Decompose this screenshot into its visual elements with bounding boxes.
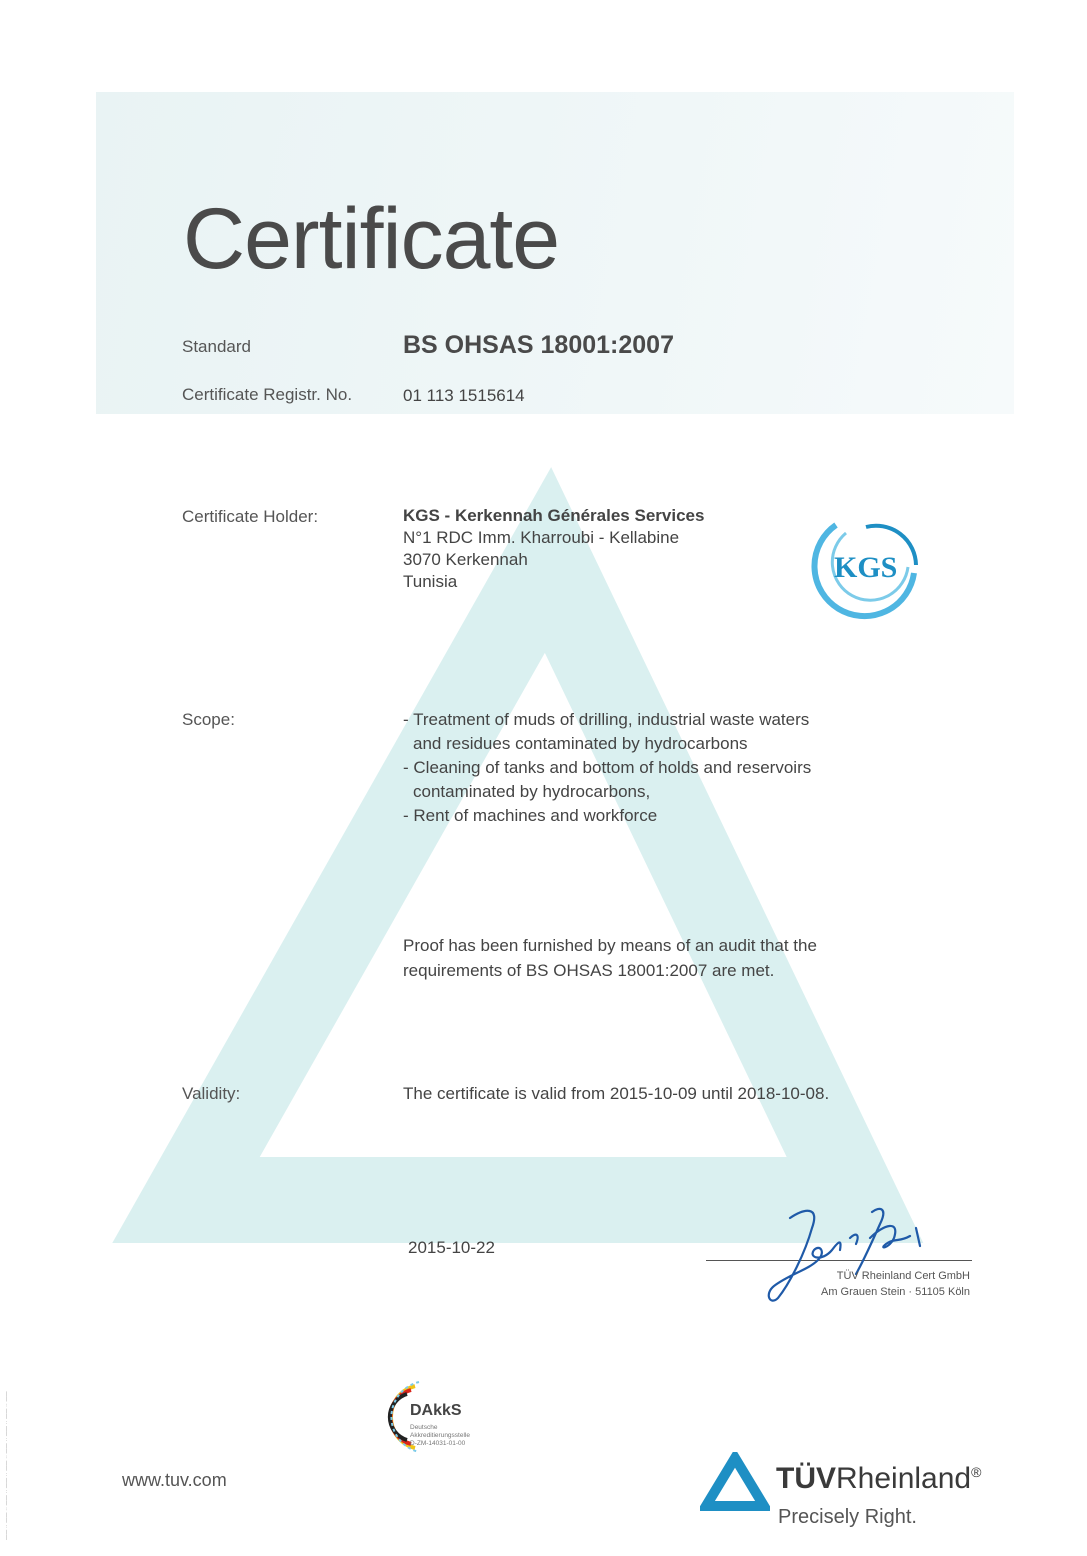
proof-statement <box>403 933 817 983</box>
issue-date: 2015-10-22 <box>408 1238 495 1257</box>
website-link[interactable]: www.tuv.com <box>122 1470 227 1490</box>
tuv-brand <box>776 1462 981 1496</box>
issuer-block <box>770 1268 970 1300</box>
scope-line-1: - Treatment of muds of drilling, industrial waste waters <box>403 710 810 729</box>
proof-line-1: Proof has been furnished by means of an audit that the <box>403 936 817 955</box>
holder-name: KGS - Kerkennah Générales Services <box>403 506 705 525</box>
holder-country: Tunisia <box>403 572 458 591</box>
scope-line-4: contaminated by hydrocarbons, <box>413 782 651 801</box>
holder-block <box>403 505 704 593</box>
scope-line-2: and residues contaminated by hydrocarbons <box>413 734 748 753</box>
standard-value: BS OHSAS 18001:2007 <box>403 331 674 359</box>
dakks-line-1: Deutsche <box>410 1424 438 1431</box>
scope-line-3: - Cleaning of tanks and bottom of holds and reservoirs <box>403 758 812 777</box>
standard-label: Standard <box>182 337 251 356</box>
tuv-tagline: Precisely Right. <box>778 1506 917 1528</box>
proof-line-2: requirements of BS OHSAS 18001:2007 are met. <box>403 961 775 980</box>
registration-label: Certificate Registr. No. <box>182 385 353 404</box>
holder-address-2: 3070 Kerkennah <box>403 550 528 569</box>
dakks-line-2: Akkreditierungsstelle <box>410 1432 470 1439</box>
dakks-details <box>410 1424 470 1448</box>
tuv-registered-mark: ® <box>971 1464 982 1480</box>
holder-address-1: N°1 RDC Imm. Kharroubi - Kellabine <box>403 528 680 547</box>
holder-label: Certificate Holder: <box>182 507 319 526</box>
kgs-logo <box>796 505 926 620</box>
kgs-logo-text: KGS <box>834 551 898 584</box>
issuer-line-1: TÜV Rheinland Cert GmbH <box>836 1270 970 1282</box>
tuv-brand-bold: TÜV <box>776 1462 836 1495</box>
validity-label: Validity: <box>182 1084 241 1103</box>
tuv-brand-rest: Rheinland <box>836 1462 972 1495</box>
dakks-name: DAkkS <box>410 1402 462 1419</box>
issuer-line-2: Am Grauen Stein · 51105 Köln <box>821 1286 970 1298</box>
scope-line-5: - Rent of machines and workforce <box>403 806 658 825</box>
registration-value: 01 113 1515614 <box>403 386 525 405</box>
scope-label: Scope: <box>182 710 235 729</box>
scope-list <box>403 708 811 828</box>
side-print-mark: —— ·· —— ·· —— ·· —— ·· —— ·· —— ·· —— ·· —— ·· —— <box>4 1391 10 1540</box>
validity-value: The certificate is valid from 2015-10-09 until 2018-10-08. <box>403 1084 830 1103</box>
dakks-line-3: D-ZM-14031-01-00 <box>410 1440 466 1447</box>
page-title: Certificate <box>183 191 560 287</box>
tuv-triangle-icon <box>700 1452 770 1512</box>
